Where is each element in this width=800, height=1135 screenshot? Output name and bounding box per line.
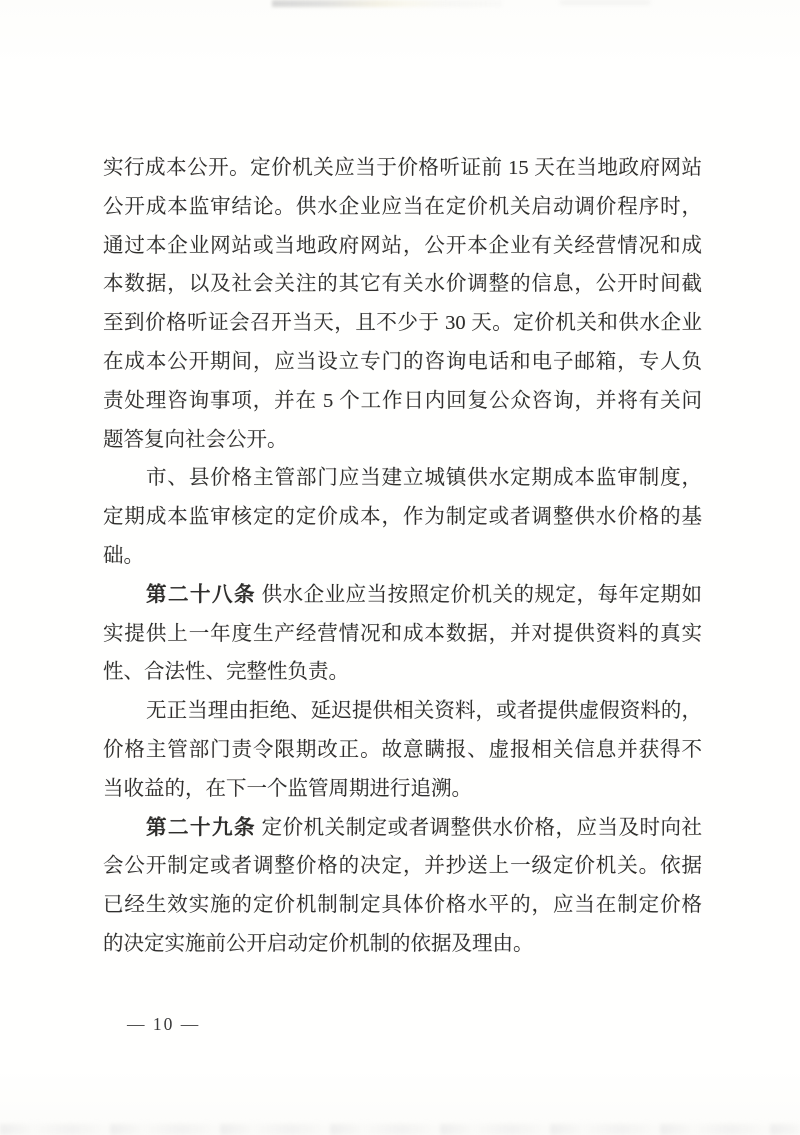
text-line: 本数据，以及社会关注的其它有关水价调整的信息，公开时间截 [103, 273, 702, 296]
text-line: 实提供上一年度生产经营情况和成本数据，并对提供资料的真实 [103, 622, 702, 645]
text-line: 础。 [103, 544, 144, 567]
scan-band-bottom [0, 1124, 800, 1135]
text-line: 的决定实施前公开启动定价机制的依据及理由。 [103, 932, 534, 955]
article-number: 第二十九条 [146, 815, 256, 839]
text-line: 题答复向社会公开。 [103, 428, 288, 451]
document-body [103, 149, 702, 964]
text-line: 公开成本监审结论。供水企业应当在定价机关启动调价程序时， [103, 195, 702, 218]
text-line: 第二十九条 定价机关制定或者调整供水价格，应当及时向社 [146, 815, 703, 839]
scan-smudge-top-right [560, 0, 650, 5]
page-number: — 10 — [127, 1014, 201, 1034]
text-line: 性、合法性、完整性负责。 [103, 661, 349, 684]
scan-smudge-top [272, 0, 502, 7]
text-line: 至到价格听证会召开当天，且不少于 30 天。定价机关和供水企业 [103, 312, 702, 335]
text-line: 当收益的，在下一个监管周期进行追溯。 [103, 777, 472, 800]
text-line: 实行成本公开。定价机关应当于价格听证前 15 天在当地政府网站 [103, 157, 702, 179]
text-line: 责处理咨询事项，并在 5 个工作日内回复公众咨询，并将有关问 [103, 389, 702, 412]
text-line: 在成本公开期间，应当设立专门的咨询电话和电子邮箱，专人负 [103, 350, 702, 373]
text-line: 无正当理由拒绝、延迟提供相关资料，或者提供虚假资料的， [146, 700, 702, 723]
text-line: 已经生效实施的定价机制制定具体价格水平的，应当在制定价格 [103, 894, 702, 917]
text-line: 市、县价格主管部门应当建立城镇供水定期成本监审制度， [146, 467, 702, 490]
text-line: 定期成本监审核定的定价成本，作为制定或者调整供水价格的基 [103, 506, 702, 529]
text-line: 通过本企业网站或当地政府网站，公开本企业有关经营情况和成 [103, 234, 702, 257]
text-line: 价格主管部门责令限期改正。故意瞒报、虚报相关信息并获得不 [103, 738, 702, 761]
text-line: 会公开制定或者调整价格的决定，并抄送上一级定价机关。依据 [103, 855, 702, 878]
text-line: 第二十八条 供水企业应当按照定价机关的规定，每年定期如 [146, 582, 703, 606]
article-number: 第二十八条 [146, 582, 256, 606]
